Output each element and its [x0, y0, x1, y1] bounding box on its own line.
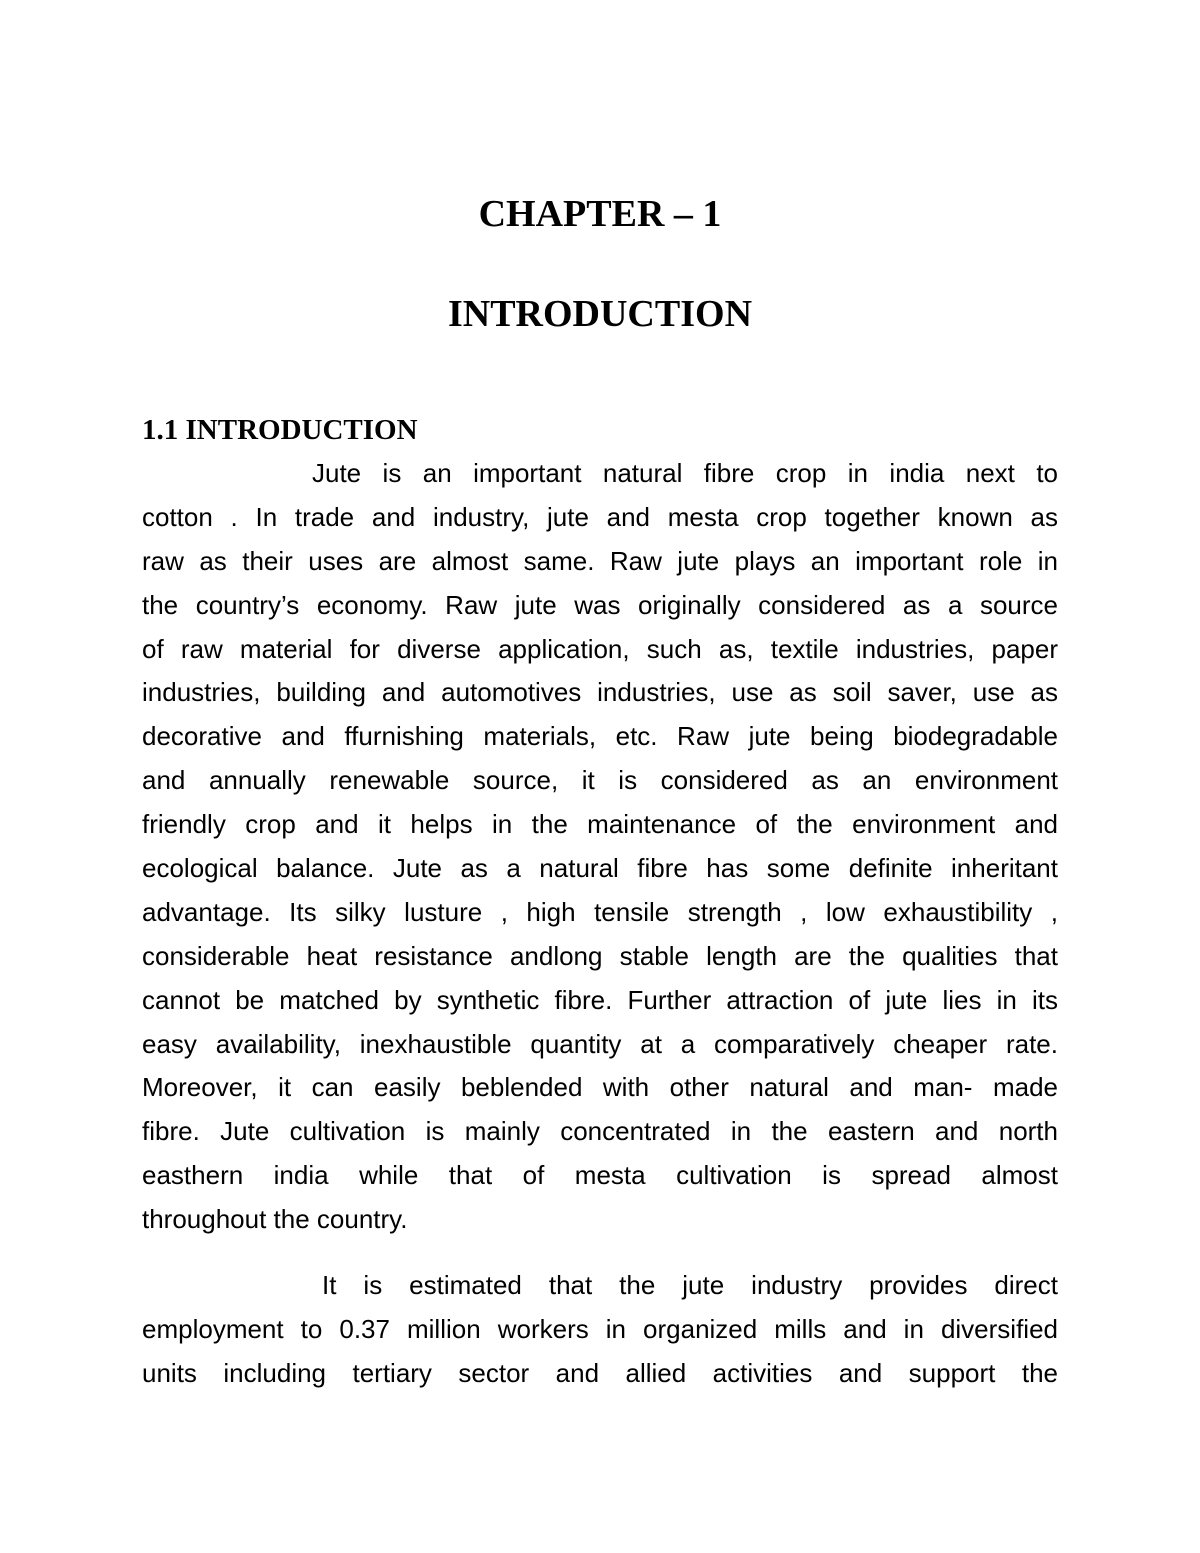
paragraph-line: friendly crop and it helps in the maintenance of the environment and [142, 809, 1058, 840]
paragraph-line: cannot be matched by synthetic fibre. Further attraction of jute lies in its [142, 984, 1058, 1015]
paragraph-line: of raw material for diverse application, such as, textile industries, paper [142, 633, 1058, 664]
paragraph-line: industries, building and automotives industries, use as soil saver, use as [142, 677, 1058, 708]
paragraph-line: units including tertiary sector and allied activities and support the [142, 1357, 1058, 1388]
paragraph-1 [142, 452, 1058, 1242]
paragraph-line: fibre. Jute cultivation is mainly concentrated in the eastern and north [142, 1116, 1058, 1147]
chapter-number: CHAPTER – 1 [478, 193, 722, 235]
paragraph-line: employment to 0.37 million workers in organized mills and in diversified [142, 1313, 1058, 1344]
paragraph-line: throughout the country. [142, 1204, 408, 1235]
paragraph-line: raw as their uses are almost same. Raw jute plays an important role in [142, 545, 1058, 576]
section-heading: 1.1 INTRODUCTION [142, 414, 418, 446]
paragraph-line: It is estimated that the jute industry provides direct [322, 1270, 1058, 1300]
paragraph-line: ecological balance. Jute as a natural fibre has some definite inheritant [142, 853, 1058, 884]
paragraph-line: easthern india while that of mesta cultivation is spread almost [142, 1160, 1058, 1191]
paragraph-line: considerable heat resistance andlong stable length are the qualities that [142, 940, 1058, 971]
paragraph-line: cotton . In trade and industry, jute and mesta crop together known as [142, 501, 1058, 532]
paragraph-line: advantage. Its silky lusture , high tensile strength , low exhaustibility , [142, 896, 1058, 927]
paragraph-line: and annually renewable source, it is considered as an environment [142, 765, 1058, 796]
paragraph-line: decorative and ffurnishing materials, etc. Raw jute being biodegradable [142, 721, 1058, 752]
paragraph-line: Jute is an important natural fibre crop in india next to [312, 458, 1058, 488]
paragraph-2 [142, 1264, 1058, 1396]
paragraph-line: the country’s economy. Raw jute was originally considered as a source [142, 589, 1058, 620]
paragraph-line: Moreover, it can easily beblended with other natural and man- made [142, 1072, 1058, 1103]
chapter-title: INTRODUCTION [447, 293, 753, 335]
paragraph-line: easy availability, inexhaustible quantity at a comparatively cheaper rate. [142, 1028, 1058, 1059]
